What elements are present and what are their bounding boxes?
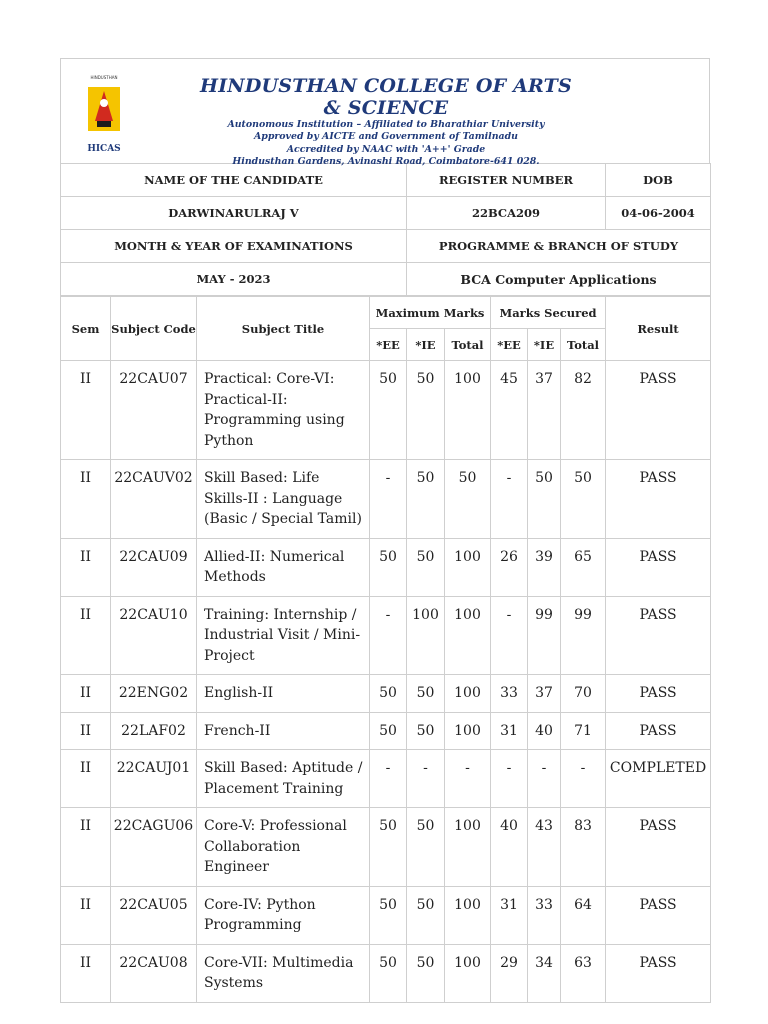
col-max-ee: *EE — [370, 329, 407, 361]
sec-ee-cell: 45 — [491, 361, 528, 460]
max-ee-cell: 50 — [370, 361, 407, 460]
max-total-cell: 100 — [445, 808, 491, 887]
sec-total-cell: 83 — [561, 808, 606, 887]
sec-total-cell: - — [561, 750, 606, 808]
col-maximum-marks: Maximum Marks — [370, 297, 491, 329]
subject-title-cell: English-II — [197, 675, 370, 713]
col-sec-ee: *EE — [491, 329, 528, 361]
result-cell: PASS — [606, 361, 711, 460]
result-cell: PASS — [606, 808, 711, 887]
max-ie-cell: 50 — [407, 886, 445, 944]
subject-code-cell: 22CAUV02 — [111, 460, 197, 539]
result-cell: PASS — [606, 944, 711, 1002]
max-total-cell: 100 — [445, 361, 491, 460]
college-name: HINDUSTHAN COLLEGE OF ARTS & SCIENCE — [200, 75, 572, 119]
max-total-cell: 100 — [445, 538, 491, 596]
sem-cell: II — [61, 596, 111, 675]
subject-code-cell: 22CAUJ01 — [111, 750, 197, 808]
result-cell: PASS — [606, 538, 711, 596]
max-ie-cell: - — [407, 750, 445, 808]
sec-ee-cell: 26 — [491, 538, 528, 596]
max-ie-cell: 50 — [407, 361, 445, 460]
exam-label: MONTH & YEAR OF EXAMINATIONS — [61, 230, 407, 263]
table-row — [61, 460, 711, 539]
max-total-cell: 100 — [445, 675, 491, 713]
subject-code-cell: 22CAU07 — [111, 361, 197, 460]
subject-code-cell: 22CAU05 — [111, 886, 197, 944]
college-banner — [60, 58, 710, 167]
sec-ee-cell: 40 — [491, 808, 528, 887]
subject-code-cell: 22ENG02 — [111, 675, 197, 713]
max-ie-cell: 50 — [407, 944, 445, 1002]
table-row — [61, 596, 711, 675]
marks-table — [60, 296, 711, 1003]
result-cell: PASS — [606, 886, 711, 944]
sec-ee-cell: 31 — [491, 712, 528, 750]
sec-ie-cell: 40 — [528, 712, 561, 750]
candidate-table — [60, 163, 711, 296]
col-sec-total: Total — [561, 329, 606, 361]
exam-value: MAY - 2023 — [61, 263, 407, 296]
sec-total-cell: 99 — [561, 596, 606, 675]
subject-code-cell: 22CAU08 — [111, 944, 197, 1002]
max-ee-cell: 50 — [370, 944, 407, 1002]
result-cell: PASS — [606, 675, 711, 713]
subject-title-cell: Core-V: Professional Collaboration Engineer — [197, 808, 370, 887]
sem-cell: II — [61, 750, 111, 808]
sem-cell: II — [61, 886, 111, 944]
max-ee-cell: 50 — [370, 712, 407, 750]
subject-title-cell: Core-VII: Multimedia Systems — [197, 944, 370, 1002]
sec-ie-cell: 37 — [528, 675, 561, 713]
max-total-cell: - — [445, 750, 491, 808]
subject-code-cell: 22CAU09 — [111, 538, 197, 596]
table-row — [61, 886, 711, 944]
svg-text:HICAS: HICAS — [87, 144, 121, 154]
col-max-ie: *IE — [407, 329, 445, 361]
table-row — [61, 750, 711, 808]
table-row — [61, 808, 711, 887]
sec-ie-cell: 99 — [528, 596, 561, 675]
sec-ee-cell: 31 — [491, 886, 528, 944]
col-max-total: Total — [445, 329, 491, 361]
sec-ie-cell: 50 — [528, 460, 561, 539]
dob-label: DOB — [606, 164, 711, 197]
col-sec-ie: *IE — [528, 329, 561, 361]
result-cell: PASS — [606, 460, 711, 539]
col-subject-code: Subject Code — [111, 297, 197, 361]
max-ie-cell: 50 — [407, 675, 445, 713]
sec-ee-cell: - — [491, 750, 528, 808]
max-ie-cell: 100 — [407, 596, 445, 675]
sec-ie-cell: 33 — [528, 886, 561, 944]
max-ee-cell: 50 — [370, 886, 407, 944]
subject-code-cell: 22CAU10 — [111, 596, 197, 675]
table-row — [61, 944, 711, 1002]
college-line-4: Hindusthan Gardens, Avinashi Road, Coimbatore-641 028. — [232, 155, 540, 167]
sec-ee-cell: 33 — [491, 675, 528, 713]
max-ie-cell: 50 — [407, 460, 445, 539]
max-ie-cell: 50 — [407, 712, 445, 750]
sec-total-cell: 71 — [561, 712, 606, 750]
max-ee-cell: - — [370, 750, 407, 808]
max-total-cell: 100 — [445, 886, 491, 944]
col-sem: Sem — [61, 297, 111, 361]
col-result: Result — [606, 297, 711, 361]
subject-code-cell: 22LAF02 — [111, 712, 197, 750]
college-line-2: Approved by AICTE and Government of Tamilnadu — [253, 131, 519, 143]
name-label: NAME OF THE CANDIDATE — [61, 164, 407, 197]
table-row — [61, 361, 711, 460]
sec-total-cell: 82 — [561, 361, 606, 460]
register-number: 22BCA209 — [407, 197, 606, 230]
sem-cell: II — [61, 944, 111, 1002]
sem-cell: II — [61, 538, 111, 596]
candidate-name: DARWINARULRAJ V — [61, 197, 407, 230]
marksheet — [60, 58, 710, 1003]
sec-total-cell: 50 — [561, 460, 606, 539]
sec-total-cell: 70 — [561, 675, 606, 713]
col-marks-secured: Marks Secured — [491, 297, 606, 329]
college-line-3: Accredited by NAAC with 'A++' Grade — [286, 143, 486, 155]
col-subject-title: Subject Title — [197, 297, 370, 361]
table-row — [61, 538, 711, 596]
max-ee-cell: - — [370, 460, 407, 539]
sec-ie-cell: 37 — [528, 361, 561, 460]
sem-cell: II — [61, 808, 111, 887]
sem-cell: II — [61, 361, 111, 460]
programme-value: BCA Computer Applications — [407, 263, 711, 296]
max-total-cell: 50 — [445, 460, 491, 539]
subject-title-cell: Training: Internship / Industrial Visit / Mini-Project — [197, 596, 370, 675]
table-row — [61, 675, 711, 713]
max-ee-cell: - — [370, 596, 407, 675]
dob-value: 04-06-2004 — [606, 197, 711, 230]
subject-title-cell: Skill Based: Life Skills-II : Language (Basic / Special Tamil) — [197, 460, 370, 539]
max-ie-cell: 50 — [407, 808, 445, 887]
sec-ie-cell: 39 — [528, 538, 561, 596]
sec-ie-cell: 43 — [528, 808, 561, 887]
result-cell: PASS — [606, 712, 711, 750]
sem-cell: II — [61, 712, 111, 750]
result-cell: COMPLETED — [606, 750, 711, 808]
table-row — [61, 712, 711, 750]
sec-total-cell: 64 — [561, 886, 606, 944]
subject-title-cell: Skill Based: Aptitude / Placement Training — [197, 750, 370, 808]
max-ie-cell: 50 — [407, 538, 445, 596]
max-ee-cell: 50 — [370, 538, 407, 596]
sec-ee-cell: - — [491, 460, 528, 539]
max-ee-cell: 50 — [370, 808, 407, 887]
subject-title-cell: Practical: Core-VI: Practical-II: Programming using Python — [197, 361, 370, 460]
college-line-1: Autonomous Institution – Affiliated to Bharathiar University — [227, 119, 545, 130]
programme-label: PROGRAMME & BRANCH OF STUDY — [407, 230, 711, 263]
sec-total-cell: 65 — [561, 538, 606, 596]
college-heading — [191, 75, 581, 168]
register-label: REGISTER NUMBER — [407, 164, 606, 197]
sec-total-cell: 63 — [561, 944, 606, 1002]
max-total-cell: 100 — [445, 944, 491, 1002]
sem-cell: II — [61, 675, 111, 713]
subject-title-cell: Allied-II: Numerical Methods — [197, 538, 370, 596]
max-ee-cell: 50 — [370, 675, 407, 713]
svg-text:HINDUSTHAN: HINDUSTHAN — [90, 75, 118, 80]
subject-title-cell: French-II — [197, 712, 370, 750]
sec-ie-cell: - — [528, 750, 561, 808]
sem-cell: II — [61, 460, 111, 539]
max-total-cell: 100 — [445, 712, 491, 750]
subject-code-cell: 22CAGU06 — [111, 808, 197, 887]
subject-title-cell: Core-IV: Python Programming — [197, 886, 370, 944]
sec-ee-cell: - — [491, 596, 528, 675]
max-total-cell: 100 — [445, 596, 491, 675]
sec-ie-cell: 34 — [528, 944, 561, 1002]
result-cell: PASS — [606, 596, 711, 675]
college-logo — [85, 73, 123, 155]
sec-ee-cell: 29 — [491, 944, 528, 1002]
